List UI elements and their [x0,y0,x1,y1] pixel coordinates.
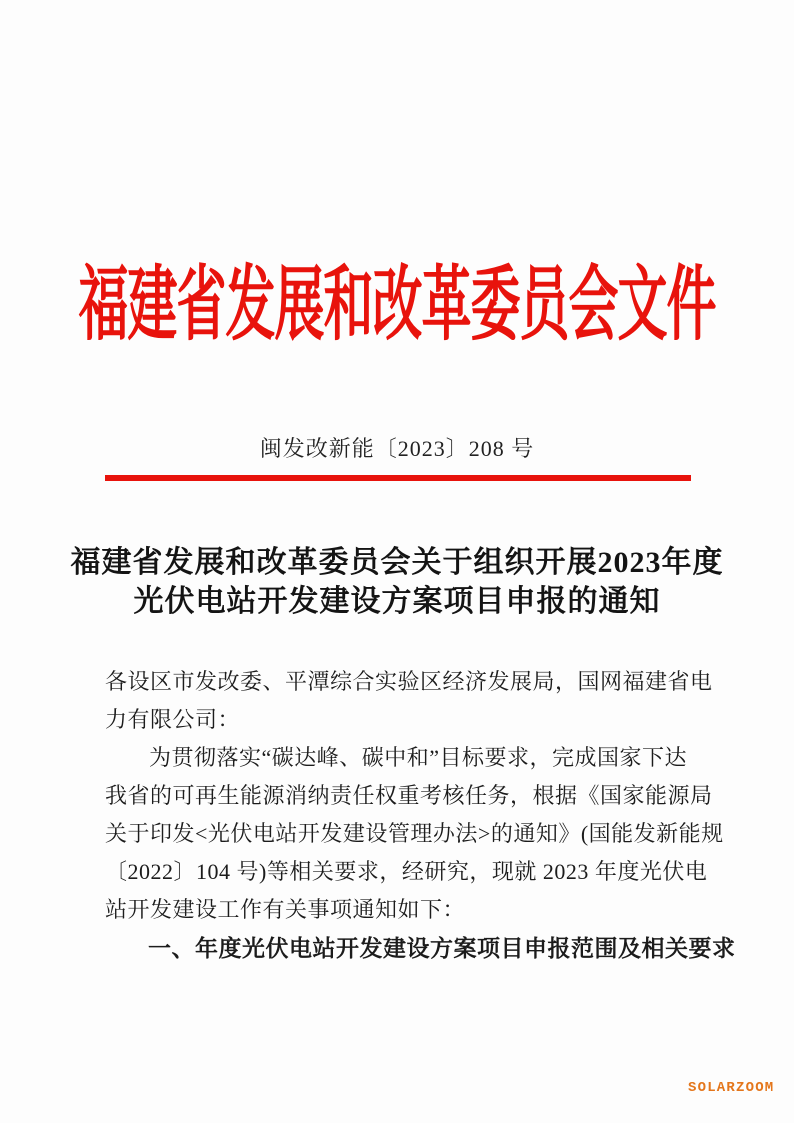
salutation-line: 各设区市发改委、平潭综合实验区经济发展局，国网福建省电 [105,669,713,694]
agency-masthead-title: 福建省发展和改革委员会文件 [78,258,716,351]
document-title [0,543,794,621]
document-title-line-2: 光伏电站开发建设方案项目申报的通知 [133,585,661,618]
paragraph-line: 站开发建设工作有关事项通知如下： [105,897,466,922]
paragraph-line: 〔2022〕104 号)等相关要求，经研究，现就 2023 年度光伏电 [105,859,708,884]
section-heading: 一、年度光伏电站开发建设方案项目申报范围及相关要求 [148,935,736,961]
paragraph-line: 我省的可再生能源消纳责任权重考核任务，根据《国家能源局 [105,783,713,808]
salutation-line: 力有限公司： [105,707,241,732]
solarzoom-watermark: SOLARZOOM [688,1080,775,1096]
doc-reference-number: 闽发改新能〔2023〕208 号 [259,436,535,461]
document-body [105,663,736,967]
red-divider-rule [105,475,691,481]
document-title-line-1: 福建省发展和改革委员会关于组织开展2023年度 [70,546,724,579]
paragraph-line: 关于印发<光伏电站开发建设管理办法>的通知》(国能发新能规 [105,821,724,846]
paragraph-line: 为贯彻落实“碳达峰、碳中和”目标要求，完成国家下达 [149,745,688,770]
